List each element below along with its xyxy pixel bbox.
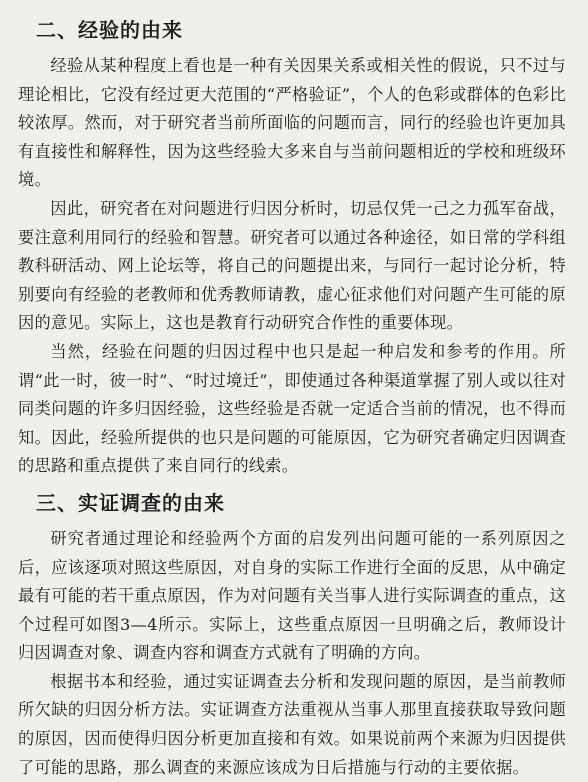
paragraph: 根据书本和经验，通过实证调查去分析和发现问题的原因，是当前教师所欠缺的归因分析方法。实证调查方法重视从当事人那里直接获取导致问题的原因，因而使得归因分析更加直接和有效。如果说前两个来源为归因提供了可能的思路，那么调查的来源应该成为日后措施与行动的主要依据。 [18, 671, 566, 777]
section-heading: 二、经验的由来 [36, 18, 183, 42]
section-heading: 三、实证调查的由来 [36, 490, 225, 515]
paragraph: 因此，研究者在对问题进行归因分析时，切忌仅凭一己之力孤军奋战，要注意利用同行的经验和智慧。研究者可以通过各种途径，如日常的学科组教科研活动、网上论坛等，将自己的问题提出来，与同行一起讨论分析，特别要向有经验的老教师和优秀教师请教，虚心征求他们对问题产生可能的原因的意见。实际上，这也是教育行动研究合作性的重要体现。 [18, 198, 566, 333]
section-empirical-investigation-origin [18, 489, 566, 782]
section-experience-origin [18, 16, 566, 481]
paragraph: 经验从某种程度上看也是一种有关因果关系或相关性的假说，只不过与理论相比，它没有经过更大范围的“严格验证”，个人的色彩或群体的色彩比较浓厚。然而，对于研究者当前所面临的问题而言，同行的经验也许更加具有直接性和解释性，因为这些经验大多来自与当前问题相近的学校和班级环境。 [18, 56, 566, 190]
paragraph: 研究者通过理论和经验两个方面的启发列出问题可能的一系列原因之后，应该逐项对照这些原因，对自身的实际工作进行全面的反思，从中确定最有可能的若干重点原因，作为对问题有关当事人进行实际调查的重点，这个过程可如图3—4所示。实际上，这些重点原因一旦明确之后，教师设计归因调查对象、调查内容和调查方式就有了明确的方向。 [18, 528, 566, 663]
paragraph: 当然，经验在问题的归因过程中也只是起一种启发和参考的作用。所谓“此一时，彼一时”、“时过境迁”，即使通过各种渠道掌握了别人或以往对同类问题的许多归因经验，这些经验是否就一定适合当前的情况，也不得而知。因此，经验所提供的也只是问题的可能原因，它为研究者确定归因调查的思路和重点提供了来自同行的线索。 [18, 341, 566, 476]
